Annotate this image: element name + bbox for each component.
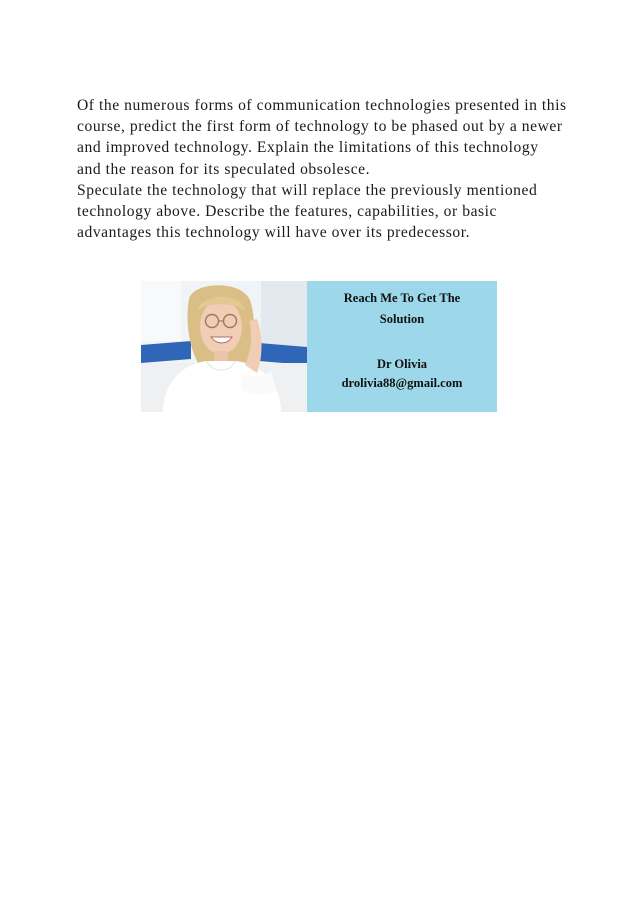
document-body	[77, 95, 567, 243]
woman-photo	[141, 281, 307, 412]
question-paragraph-1: Of the numerous forms of communication technologies presented in this course, predict the first form of technology to be phased out by a newer and improved technology. Explain the limitations of this technology and the reason for its speculated obsolesce.	[77, 97, 567, 178]
smiling-woman-photo	[141, 281, 307, 412]
contact-card	[307, 281, 497, 412]
contact-name: Dr Olivia	[376, 357, 428, 371]
contact-banner	[141, 281, 497, 412]
contact-email: drolivia88@gmail.com	[341, 376, 463, 390]
question-paragraph-2: Speculate the technology that will replace the previously mentioned technology above. Describe the features, capabilities, or basic advantages this technology will have over its predecessor.	[77, 181, 538, 242]
banner-headline-line-2: Solution	[379, 312, 425, 326]
banner-headline-line-1: Reach Me To Get The	[343, 291, 461, 305]
